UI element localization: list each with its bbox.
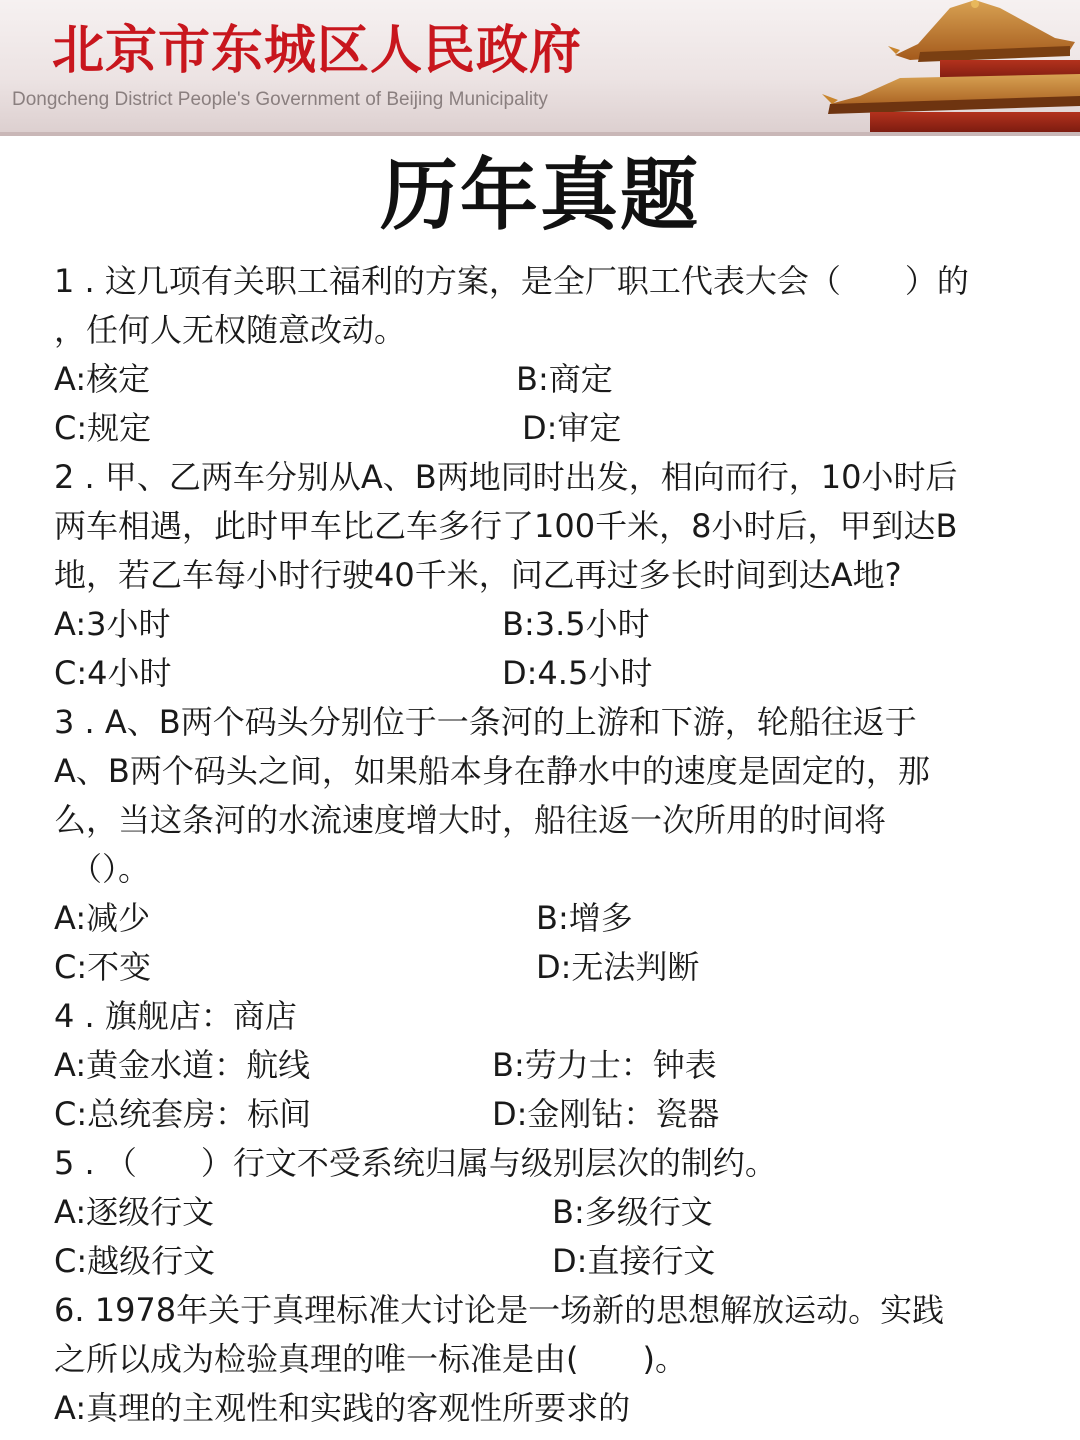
question-1-option-d: D:审定 <box>522 409 622 447</box>
question-1-line-1: 1 . 这几项有关职工福利的方案，是全厂职工代表大会（ ）的 <box>54 262 969 300</box>
question-5-option-a: A:逐级行文 <box>54 1193 215 1231</box>
question-6-option-a: A:真理的主观性和实践的客观性所要求的 <box>54 1389 631 1427</box>
question-1-option-c: C:规定 <box>54 409 152 447</box>
question-4-option-a: A:黄金水道：航线 <box>54 1046 311 1084</box>
question-3-option-a: A:减少 <box>54 899 151 937</box>
question-1-option-b: B:商定 <box>516 360 613 398</box>
question-1-option-a: A:核定 <box>54 360 151 398</box>
header-banner <box>0 0 1080 136</box>
question-3-option-d: D:无法判断 <box>536 948 700 986</box>
question-5-line-1: 5 . （ ）行文不受系统归属与级别层次的制约。 <box>54 1144 777 1182</box>
header-subtitle: Dongcheng District People's Government of Beijing Municipality <box>12 89 548 110</box>
question-4-option-c: C:总统套房：标间 <box>54 1095 312 1133</box>
question-5-option-b: B:多级行文 <box>552 1193 713 1231</box>
question-1-line-2: ，任何人无权随意改动。 <box>54 311 407 349</box>
question-4-option-d: D:金刚钻：瓷器 <box>492 1095 720 1133</box>
question-2-option-c: C:4小时 <box>54 654 172 692</box>
question-3-line-1: 3 . A、B两个码头分别位于一条河的上游和下游，轮船往返于 <box>54 703 917 741</box>
pagoda-roof-icon <box>800 0 1080 132</box>
question-3-line-3: 么，当这条河的水流速度增大时，船往返一次所用的时间将 <box>54 801 887 839</box>
question-3-line-4: （）。 <box>70 850 151 888</box>
question-5-option-c: C:越级行文 <box>54 1242 216 1280</box>
question-4-option-b: B:劳力士：钟表 <box>492 1046 717 1084</box>
question-2-option-b: B:3.5小时 <box>502 605 650 643</box>
question-3-option-c: C:不变 <box>54 948 152 986</box>
question-2-line-2: 两车相遇，此时甲车比乙车多行了100千米，8小时后，甲到达B <box>54 507 958 545</box>
question-5-option-d: D:直接行文 <box>552 1242 716 1280</box>
question-2-option-d: D:4.5小时 <box>502 654 653 692</box>
page-title: 历年真题 <box>379 151 700 241</box>
question-2-line-3: 地，若乙车每小时行驶40千米，问乙再过多长时间到达A地? <box>54 556 902 594</box>
question-2-line-1: 2 . 甲、乙两车分别从A、B两地同时出发，相向而行，10小时后 <box>54 458 958 496</box>
header-title: 北京市东城区人民政府 <box>52 21 583 81</box>
question-3-line-2: A、B两个码头之间，如果船本身在静水中的速度是固定的，那 <box>54 752 930 790</box>
question-2-option-a: A:3小时 <box>54 605 171 643</box>
question-4-line-1: 4 . 旗舰店：商店 <box>54 997 297 1035</box>
question-3-option-b: B:增多 <box>536 899 633 937</box>
question-6-line-2: 之所以成为检验真理的唯一标准是由( )。 <box>54 1340 687 1378</box>
question-6-line-1: 6. 1978年关于真理标准大讨论是一场新的思想解放运动。实践 <box>54 1291 945 1329</box>
